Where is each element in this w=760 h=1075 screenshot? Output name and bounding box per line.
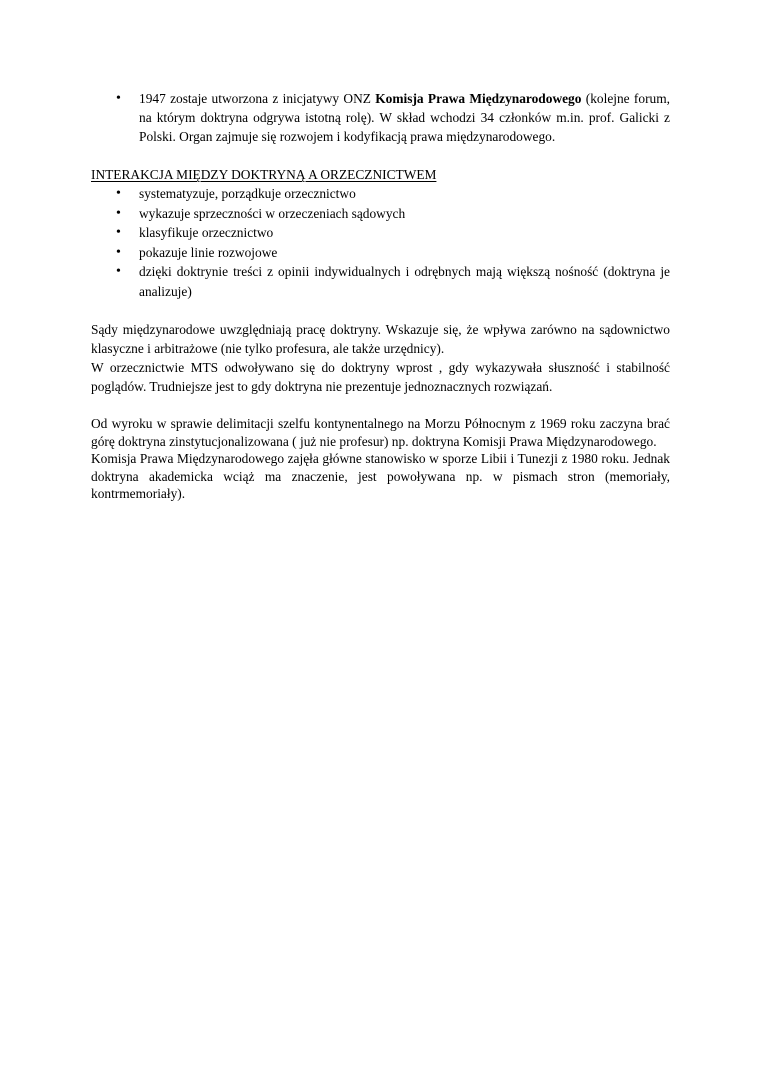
list-item: • systematyzuje, porządkuje orzecznictwo [91,184,670,204]
paragraph: Komisja Prawa Międzynarodowego zajęła główne stanowisko w sporze Libii i Tunezji z 1980 roku. Jednak doktryna akademicka wciąż ma znaczenie, jest powoływana np. w pismach stron (memoriały, kontrmemoriały). [91,451,670,501]
list-item: • pokazuje linie rozwojowe [91,243,670,263]
section-heading: INTERAKCJA MIĘDZY DOKTRYNĄ A ORZECZNICTWEM [91,167,437,182]
second-bullet-list [91,184,670,301]
list-item-text: (kolejne forum, na którym doktryna odgrywa istotną rolę). W skład wchodzi 34 członków m.in. prof. Galicki z Polski. Organ zajmuje się rozwojem i kodyfikacją prawa międzynarodowego. [139,91,670,144]
list-item: • wykazuje sprzeczności w orzeczeniach sądowych [91,204,670,224]
list-item: • klasyfikuje orzecznictwo [91,223,670,243]
paragraph: Od wyroku w sprawie delimitacji szelfu kontynentalnego na Morzu Północnym z 1969 roku zaczyna brać górę doktryna zinstytucjonalizowana ( już nie profesur) np. doktryna Komisji Prawa Międzynarodowego. [91,416,670,449]
list-item [91,89,670,146]
list-item: • dzięki doktrynie treści z opinii indywidualnych i odrębnych mają większą nośność (doktryna je analizuje) [91,262,670,301]
bold-term: Komisja Prawa Międzynarodowego [375,91,582,106]
paragraph: Sądy międzynarodowe uwzględniają pracę doktryny. Wskazuje się, że wpływa zarówno na sądownictwo klasyczne i arbitrażowe (nie tylko profesura, ale także urzędnicy). [91,322,670,356]
list-item-text: 1947 zostaje utworzona z inicjatywy ONZ [139,91,376,106]
paragraph: W orzecznictwie MTS odwoływano się do doktryny wprost , gdy wykazywała słuszność i stabilność poglądów. Trudniejsze jest to gdy doktryna nie prezentuje jednoznacznych rozwiązań. [91,360,670,394]
first-bullet-list [91,89,670,146]
